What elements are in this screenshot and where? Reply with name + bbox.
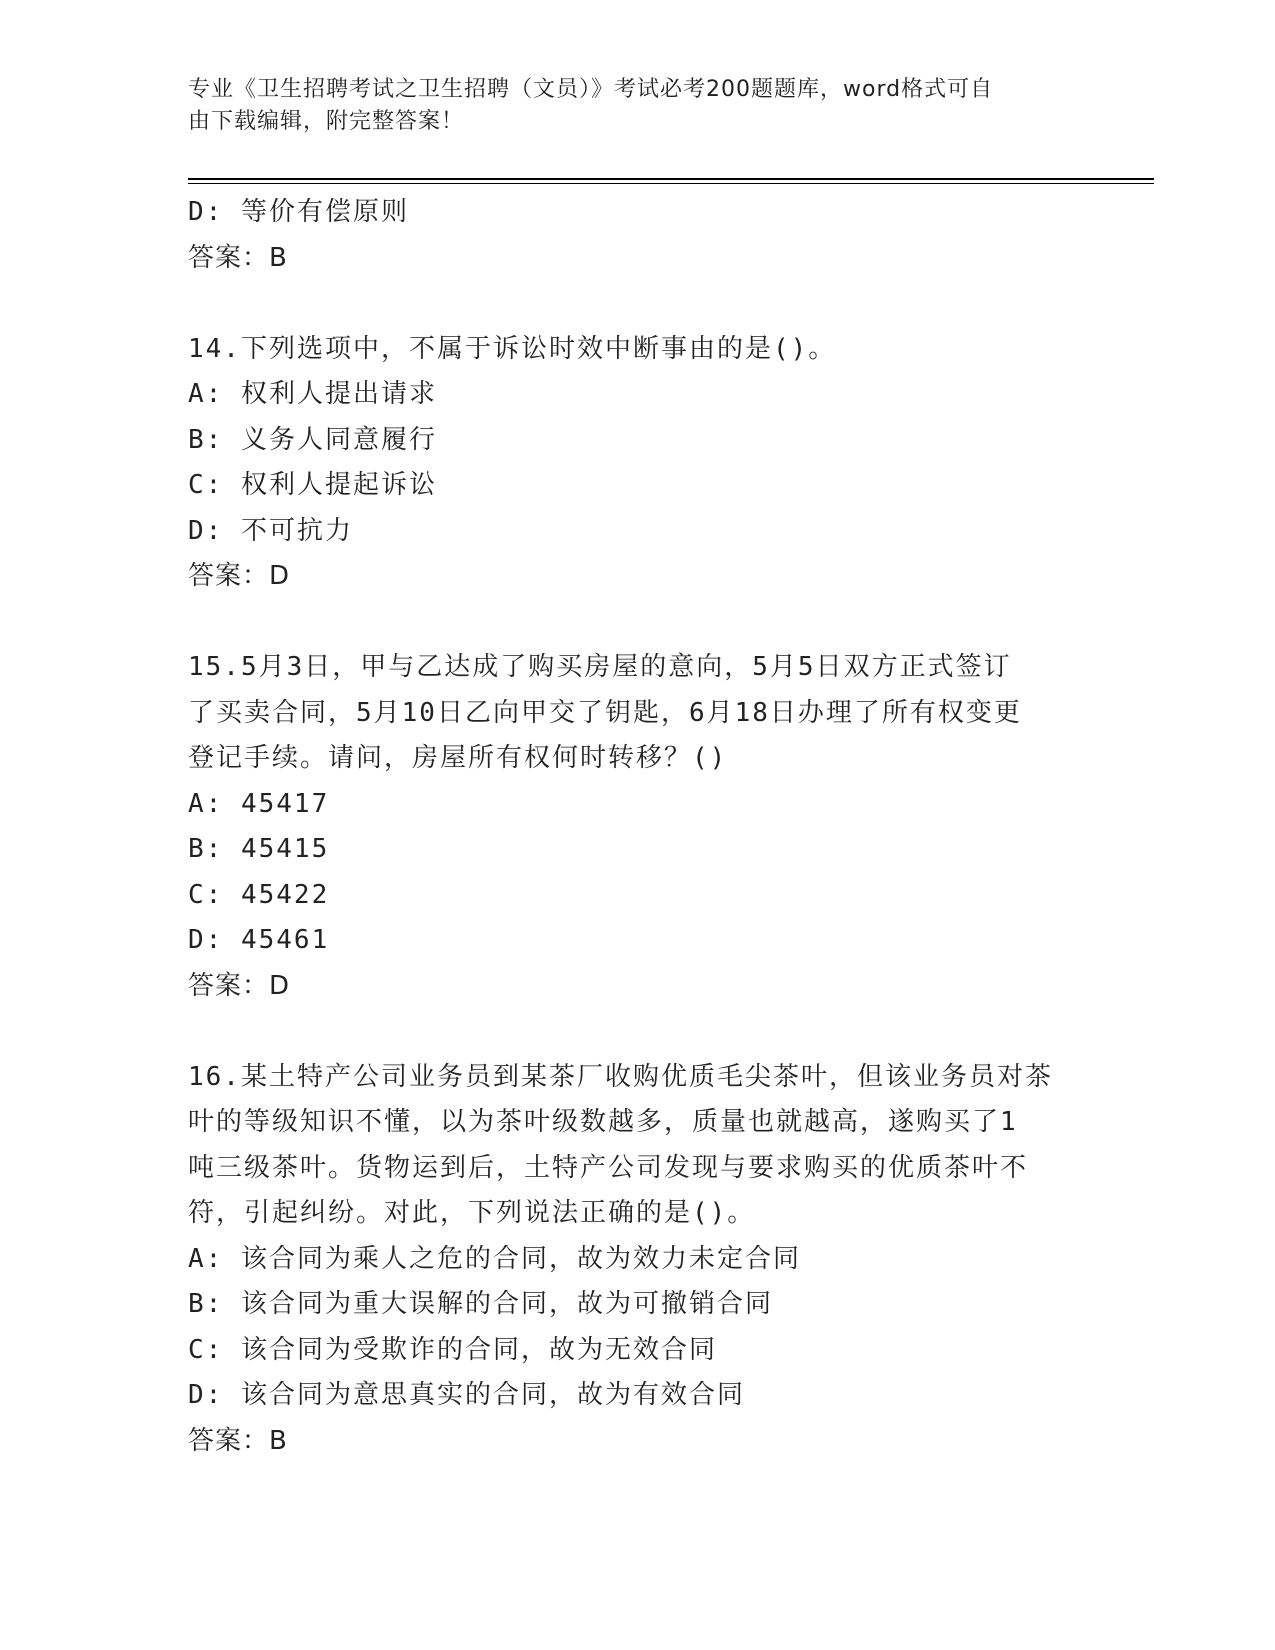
option-c: C: 该合同为受欺诈的合同，故为无效合同 xyxy=(188,1334,717,1365)
question-14 xyxy=(188,327,1088,600)
question-stem-line: 登记手续。请问，房屋所有权何时转移？() xyxy=(188,743,728,773)
spacer xyxy=(188,1009,1088,1055)
question-stem: 14.下列选项中，不属于诉讼时效中断事由的是()。 xyxy=(188,333,837,364)
option-b: B: 义务人同意履行 xyxy=(188,424,437,455)
header-divider-thick xyxy=(188,178,1154,180)
answer: 答案：D xyxy=(188,970,291,1001)
option-c: C: 45422 xyxy=(188,879,330,910)
question-16 xyxy=(188,1055,1088,1465)
spacer xyxy=(188,600,1088,646)
question-stem-line: 符，引起纠纷。对此，下列说法正确的是()。 xyxy=(188,1198,756,1228)
header-divider-thin xyxy=(188,183,1154,184)
answer: 答案：D xyxy=(188,561,291,591)
option-b: B: 45415 xyxy=(188,834,330,864)
option-a: A: 45417 xyxy=(188,788,330,819)
option-a: A: 该合同为乘人之危的合同，故为效力未定合同 xyxy=(188,1243,801,1274)
question-list xyxy=(188,190,1088,1464)
option-d: D: 等价有偿原则 xyxy=(188,197,409,227)
spacer xyxy=(188,281,1088,327)
question-stem-line: 16.某土特产公司业务员到某茶厂收购优质毛尖茶叶，但该业务员对茶 xyxy=(188,1061,1053,1092)
question-15 xyxy=(188,645,1088,1009)
question-stem-line: 叶的等级知识不懂，以为茶叶级数越多，质量也就越高，遂购买了1 xyxy=(188,1107,1018,1137)
option-d: D: 该合同为意思真实的合同，故为有效合同 xyxy=(188,1380,745,1410)
header-line-2: 由下载编辑，附完整答案！ xyxy=(188,109,465,134)
option-b: B: 该合同为重大误解的合同，故为可撤销合同 xyxy=(188,1289,773,1319)
page-header xyxy=(188,74,1068,138)
option-a: A: 权利人提出请求 xyxy=(188,379,437,409)
question-stem-line: 吨三级茶叶。货物运到后，土特产公司发现与要求购买的优质茶叶不 xyxy=(188,1152,1029,1183)
option-c: C: 权利人提起诉讼 xyxy=(188,470,437,500)
answer: 答案：B xyxy=(188,242,288,273)
option-d: D: 不可抗力 xyxy=(188,515,353,546)
previous-question-tail xyxy=(188,190,1088,281)
question-stem-line: 15.5月3日，甲与乙达成了购买房屋的意向，5月5日双方正式签订 xyxy=(188,652,1012,682)
question-stem-line: 了买卖合同，5月10日乙向甲交了钥匙，6月18日办理了所有权变更 xyxy=(188,697,1022,728)
answer: 答案：B xyxy=(188,1425,288,1456)
option-d: D: 45461 xyxy=(188,925,330,955)
header-line-1: 专业《卫生招聘考试之卫生招聘（文员）》考试必考200题题库，word格式可自 xyxy=(188,77,994,102)
